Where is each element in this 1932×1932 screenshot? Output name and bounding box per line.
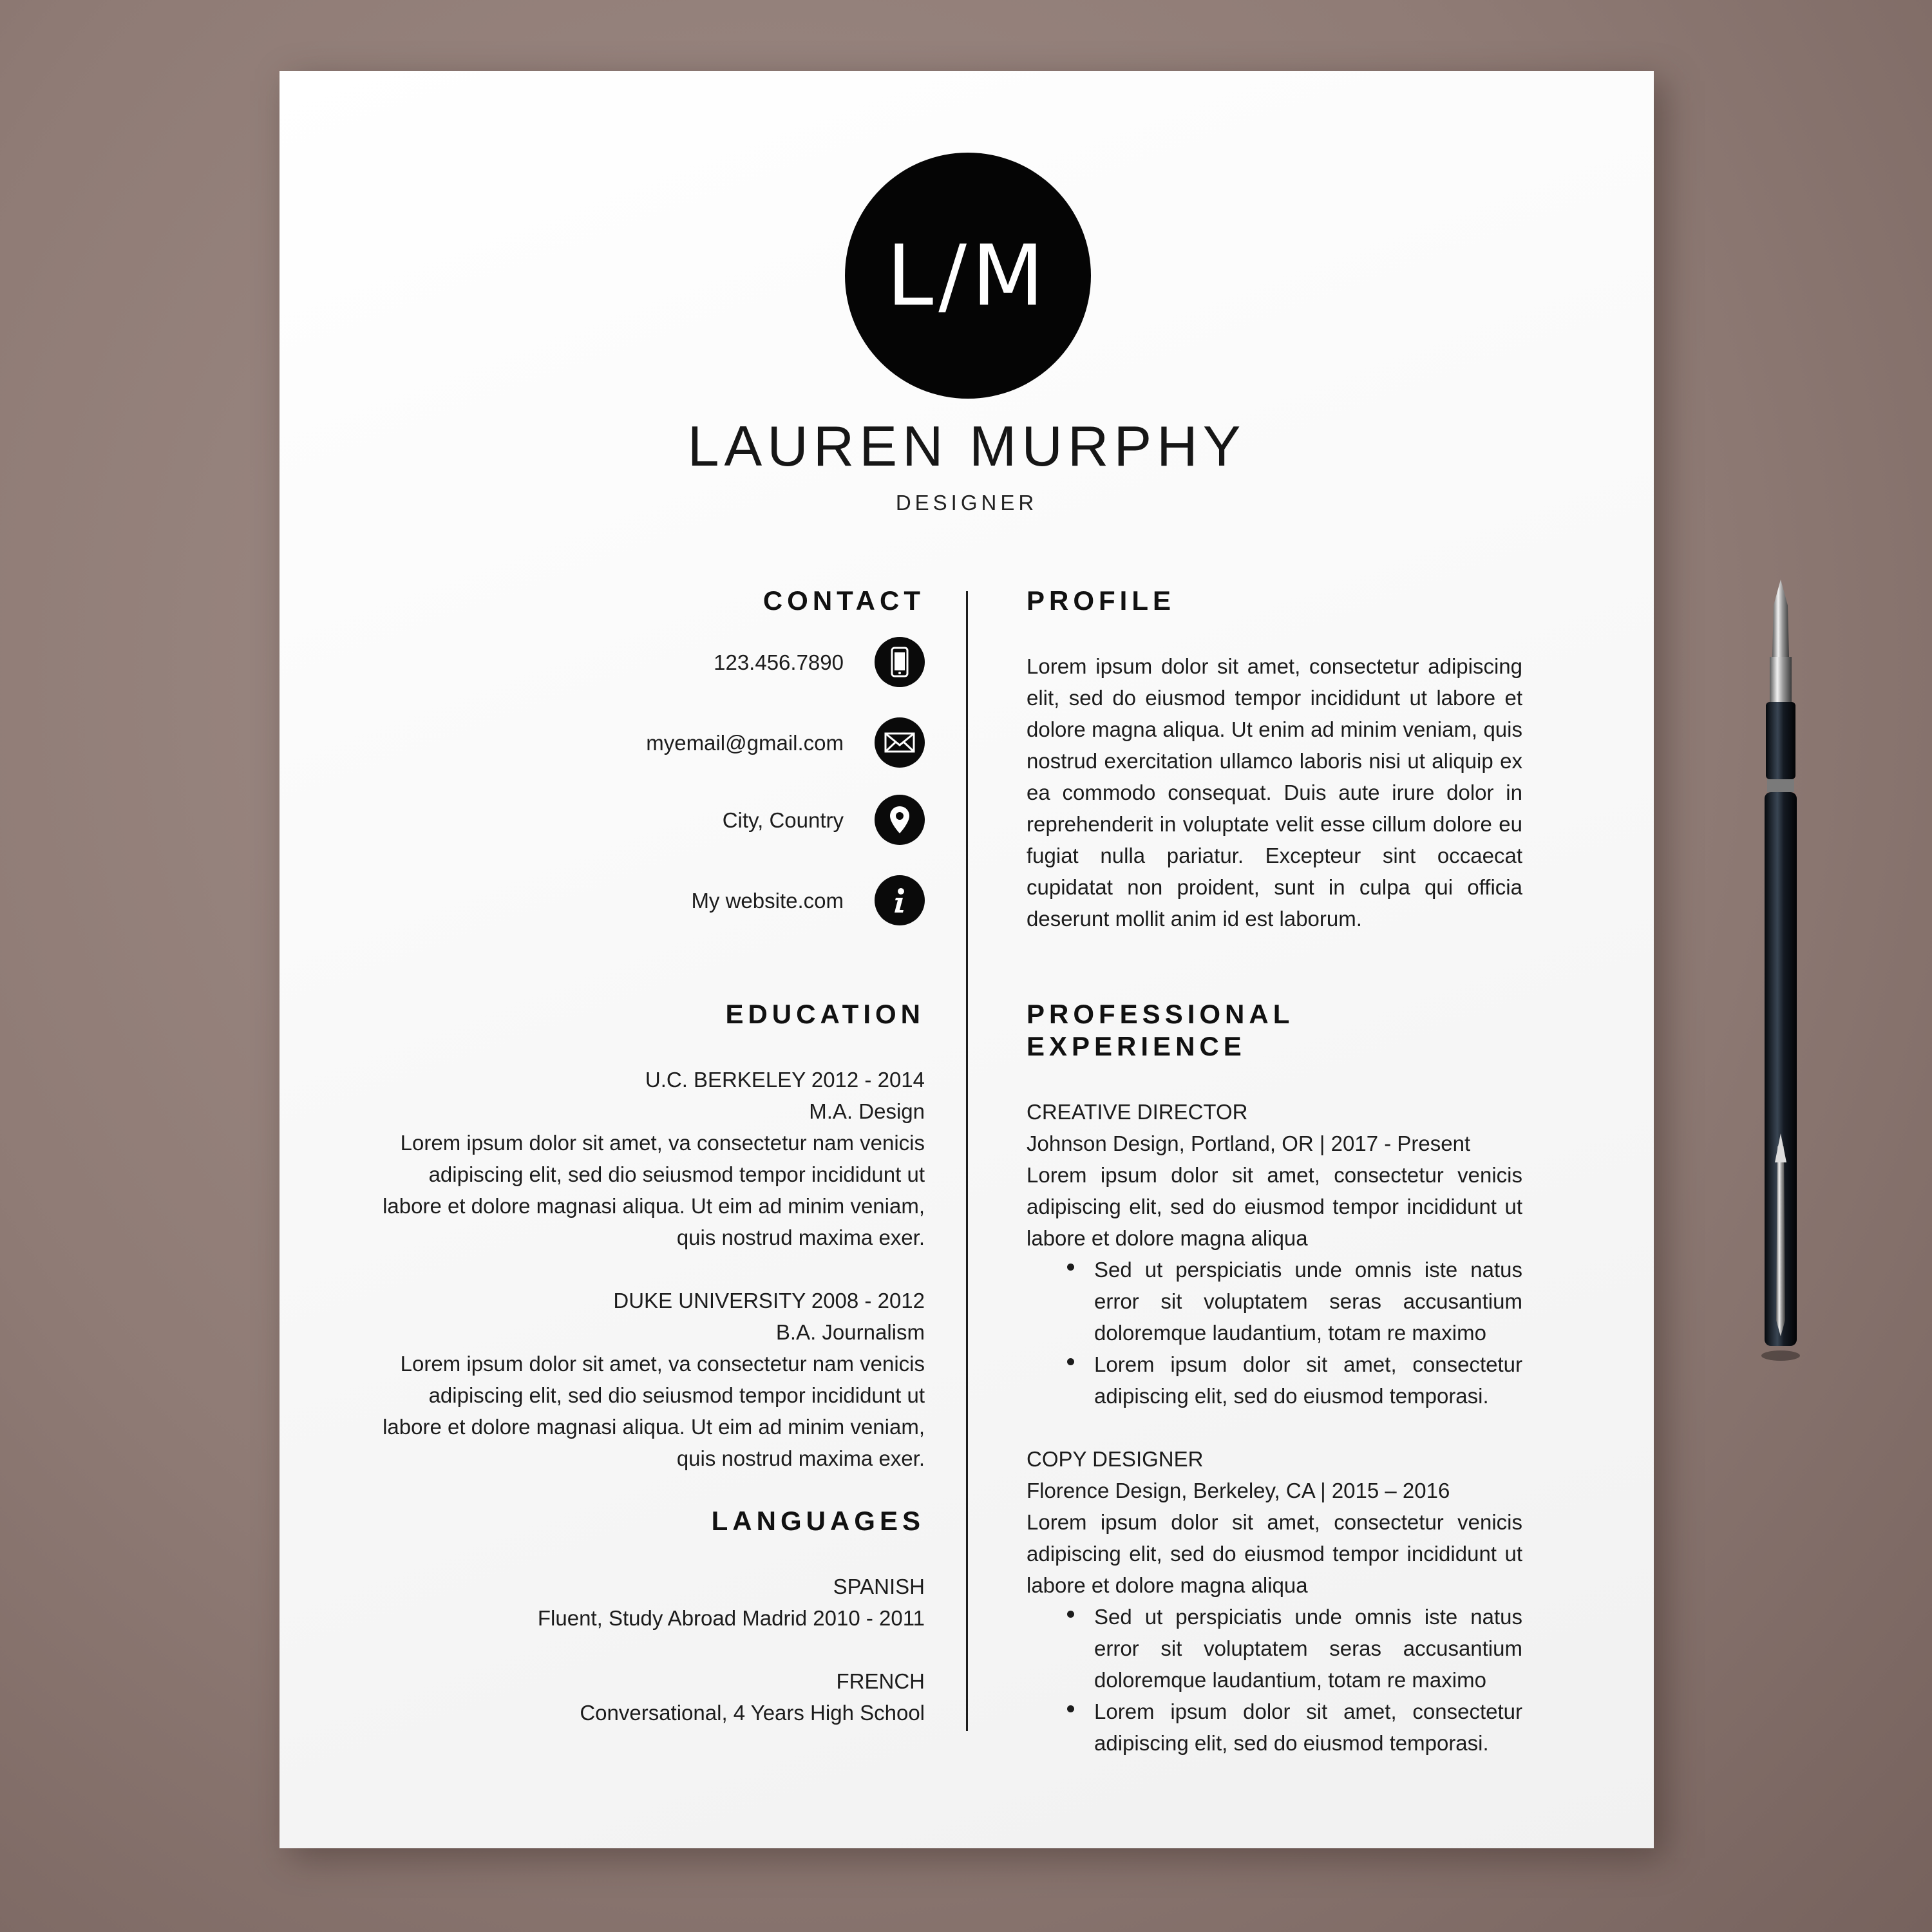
education-school: U.C. BERKELEY 2012 - 2014 — [645, 1068, 925, 1092]
education-heading: EDUCATION — [725, 999, 925, 1029]
job-bullet: Lorem ipsum dolor sit amet, consectetur adipiscing elit, sed do eiusmod temporasi. — [1094, 1349, 1522, 1412]
job-company: Florence Design, Berkeley, CA | 2015 – 2016 — [1027, 1479, 1450, 1502]
profile-section — [1027, 585, 1522, 934]
experience-section — [1027, 998, 1522, 1759]
language-entry — [383, 1665, 925, 1728]
contact-email-text: myemail@gmail.com — [646, 730, 844, 755]
column-divider — [966, 591, 968, 1731]
education-school: DUKE UNIVERSITY 2008 - 2012 — [613, 1289, 925, 1312]
education-entry — [383, 1064, 925, 1253]
job-company: Johnson Design, Portland, OR | 2017 - Present — [1027, 1132, 1471, 1155]
education-degree: B.A. Journalism — [775, 1320, 925, 1344]
education-entry — [383, 1285, 925, 1474]
profile-heading: PROFILE — [1027, 585, 1176, 616]
info-icon — [875, 875, 925, 925]
job-description: Lorem ipsum dolor sit amet, consectetur venicis adipiscing elit, sed do eiusmod tempor incididunt ut labore et dolore magna aliqua — [1027, 1510, 1522, 1597]
contact-location-text: City, Country — [722, 808, 844, 832]
job-entry — [1027, 1443, 1522, 1759]
contact-website-text: My website.com — [691, 888, 844, 913]
job-description: Lorem ipsum dolor sit amet, consectetur venicis adipiscing elit, sed do eiusmod tempor incididunt ut labore et dolore magna aliqua — [1027, 1163, 1522, 1250]
languages-heading: LANGUAGES — [711, 1506, 925, 1536]
language-name: FRENCH — [836, 1669, 925, 1693]
contact-website — [691, 875, 925, 926]
monogram-text: L/M — [886, 227, 1050, 325]
contact-email — [646, 717, 925, 768]
email-icon — [875, 717, 925, 768]
job-bullet: Sed ut perspiciatis unde omnis iste natus error sit voluptatem seras accusantium doloremque laudantium, totam re maximo — [1094, 1601, 1522, 1696]
language-detail: Fluent, Study Abroad Madrid 2010 - 2011 — [537, 1606, 925, 1630]
job-title: COPY DESIGNER — [1027, 1447, 1204, 1471]
job-entry — [1027, 1096, 1522, 1412]
job-title: CREATIVE DIRECTOR — [1027, 1100, 1248, 1124]
language-detail: Conversational, 4 Years High School — [580, 1701, 925, 1725]
profile-text: Lorem ipsum dolor sit amet, consectetur adipiscing elit, sed do eiusmod tempor incididunt ut labore et dolore magna aliqua. Ut enim ad minim veniam, quis nostrud exercitation ullamco laboris nisi ut aliquip ex ea commodo consequat. Duis aute irure dolor in reprehenderit in voluptate velit esse cillum dolore eu fugiat nulla pariatur. Excepteur sint occaecat cupidatat non proident, sunt in culpa qui officia deserunt mollit anim id est laborum. — [1027, 654, 1522, 931]
candidate-role: DESIGNER — [895, 491, 1038, 515]
contact-location — [723, 794, 925, 846]
education-description: Lorem ipsum dolor sit amet, va consectetur nam venicis adipiscing elit, sed dio seiusmod tempor incididunt ut labore et dolore magnasi aliqua. Ut eim ad minim veniam, quis nostrud maxima exer. — [383, 1352, 925, 1470]
phone-icon — [875, 637, 925, 687]
language-name: SPANISH — [833, 1575, 925, 1598]
job-bullet: Lorem ipsum dolor sit amet, consectetur adipiscing elit, sed do eiusmod temporasi. — [1094, 1696, 1522, 1759]
education-section — [383, 998, 925, 1474]
education-description: Lorem ipsum dolor sit amet, va consectetur nam venicis adipiscing elit, sed dio seiusmod tempor incididunt ut labore et dolore magnasi aliqua. Ut eim ad minim veniam, quis nostrud maxima exer. — [383, 1131, 925, 1249]
contact-phone-text: 123.456.7890 — [714, 650, 844, 674]
language-entry — [383, 1571, 925, 1634]
experience-heading: PROFESSIONAL EXPERIENCE — [1027, 999, 1294, 1061]
job-bullets — [1027, 1254, 1522, 1412]
fountain-pen-icon — [1752, 580, 1810, 1365]
contact-heading-wrap — [383, 585, 925, 617]
contact-phone — [714, 636, 925, 688]
job-bullets — [1027, 1601, 1522, 1759]
job-bullet: Sed ut perspiciatis unde omnis iste natus error sit voluptatem seras accusantium doloremque laudantium, totam re maximo — [1094, 1254, 1522, 1349]
languages-section — [383, 1505, 925, 1728]
contact-list — [383, 636, 925, 1023]
contact-heading: CONTACT — [762, 585, 925, 616]
resume-page — [279, 71, 1654, 1848]
education-degree: M.A. Design — [809, 1099, 925, 1123]
location-pin-icon — [875, 795, 925, 845]
monogram-badge — [845, 153, 1091, 399]
candidate-name: LAUREN MURPHY — [687, 414, 1246, 478]
